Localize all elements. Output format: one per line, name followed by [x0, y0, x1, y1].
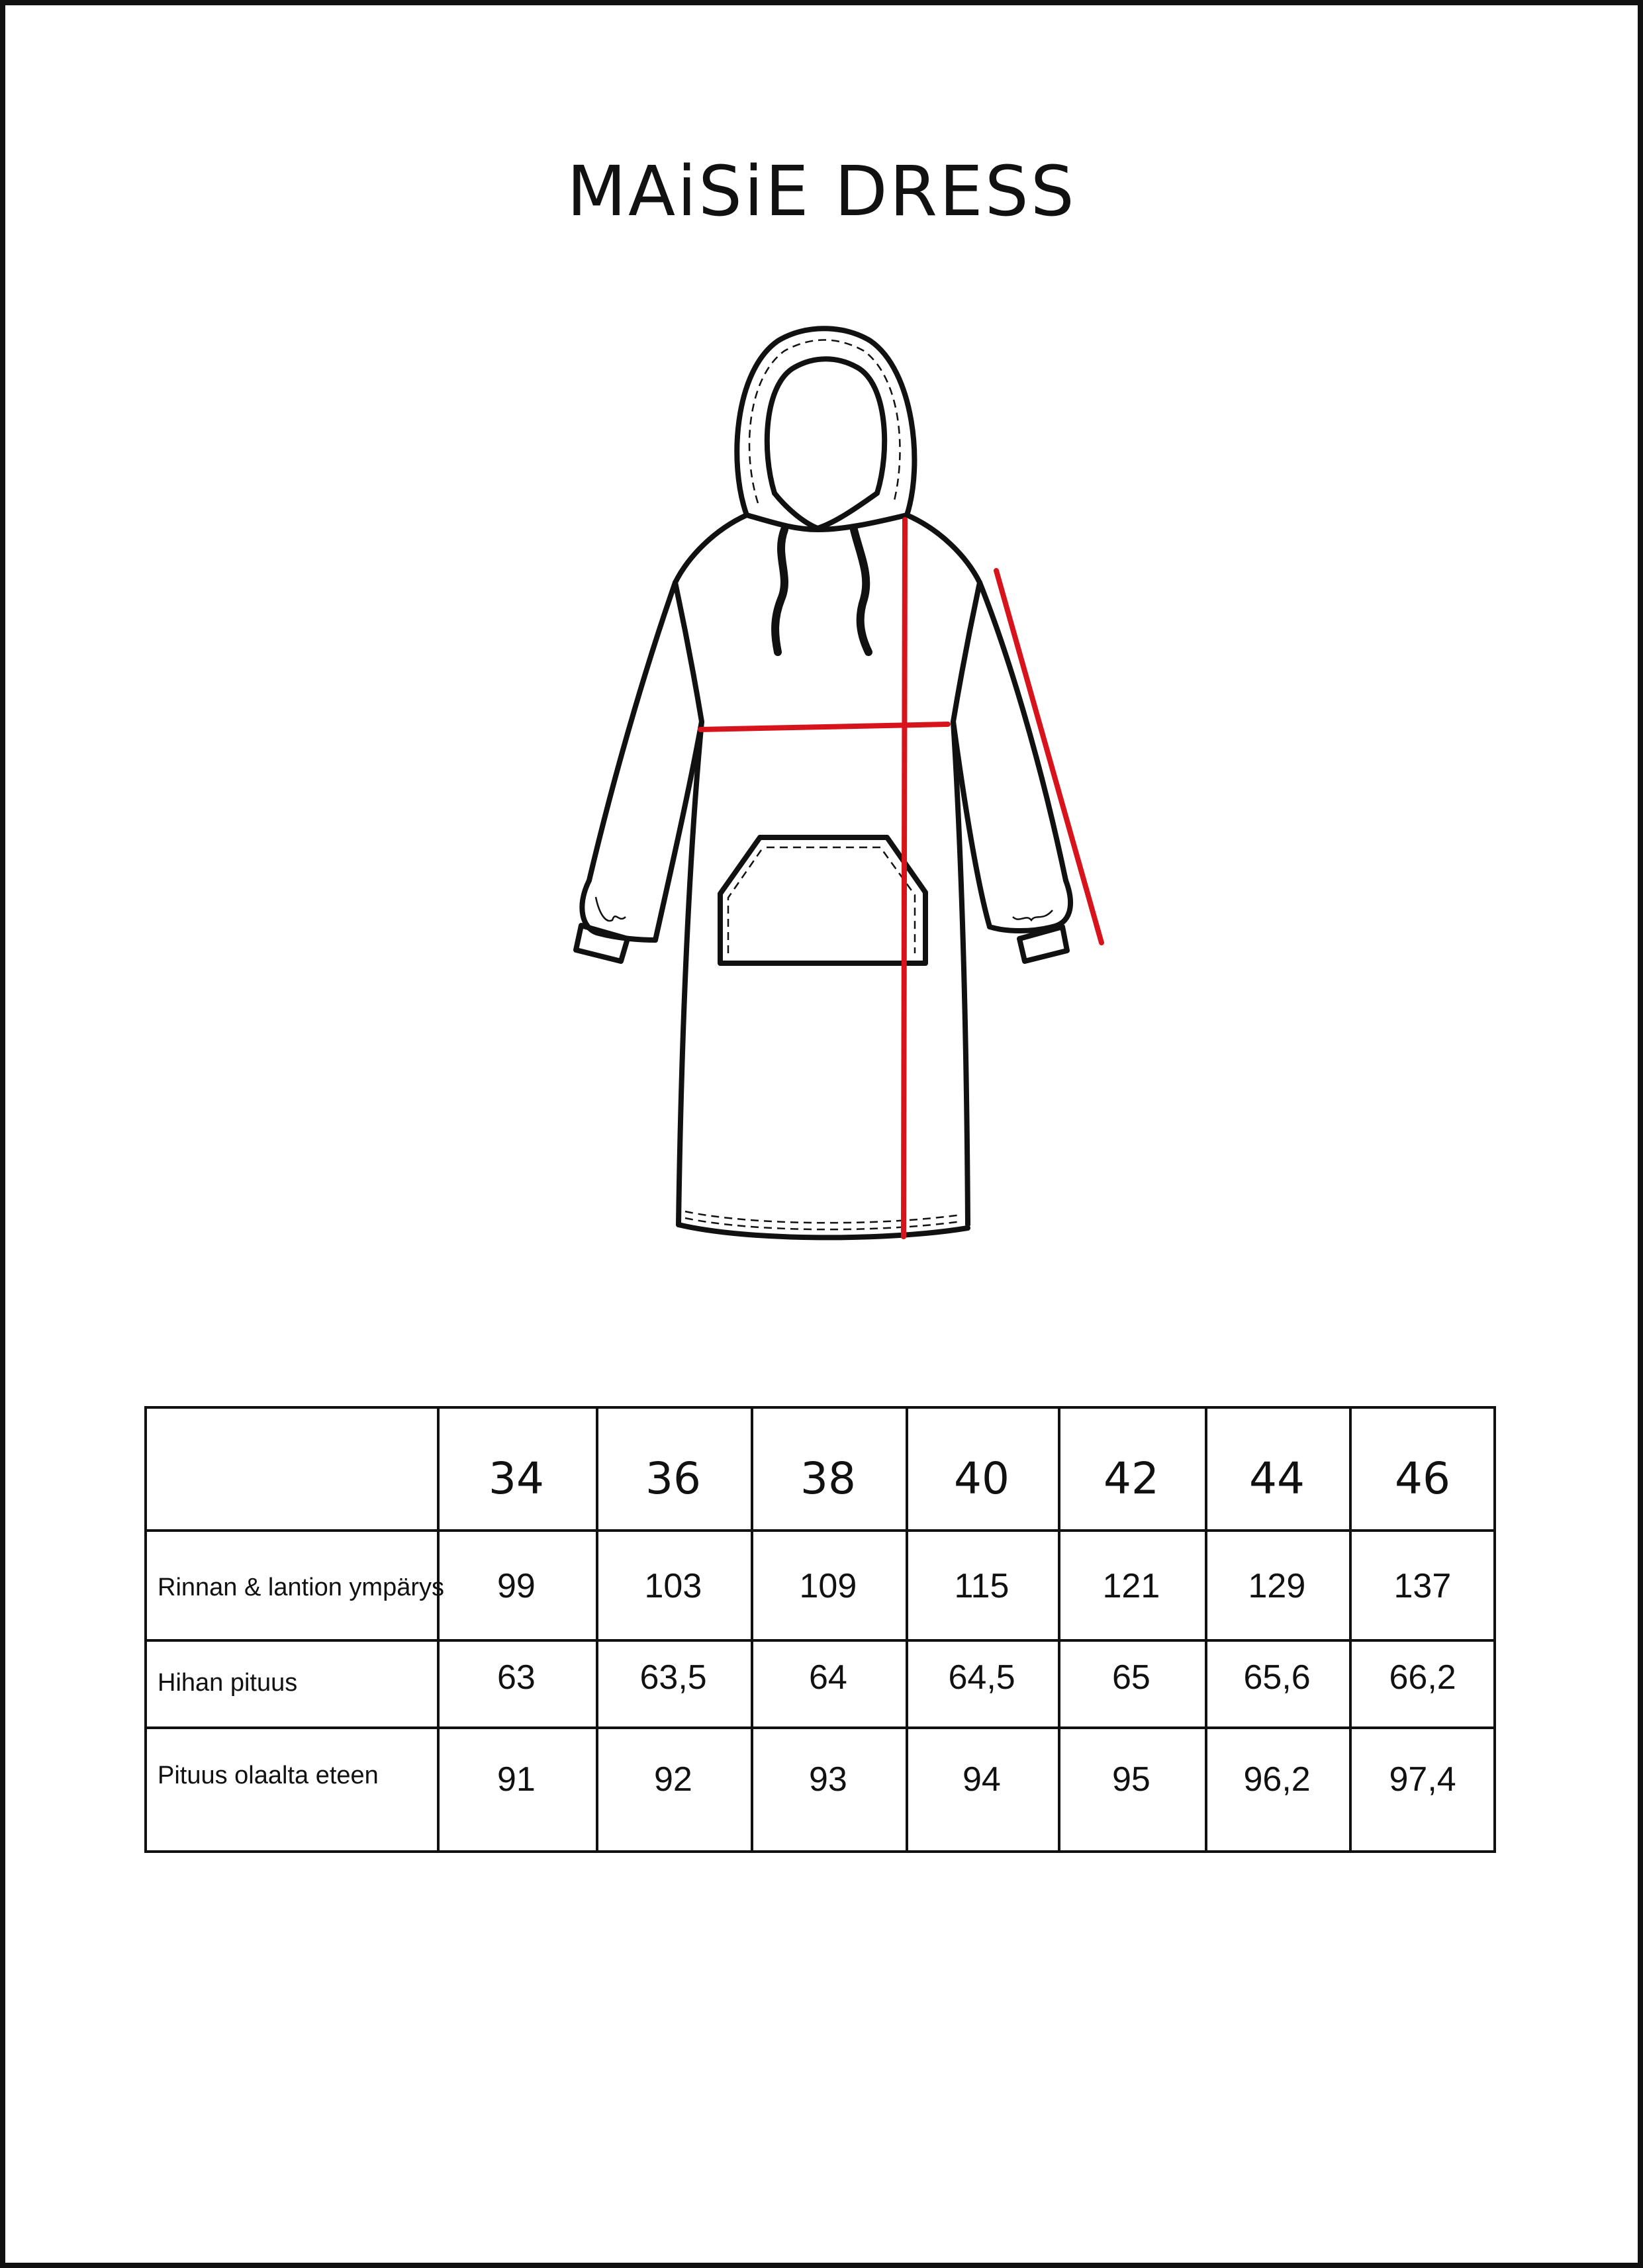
size-header: 34 [489, 1453, 544, 1504]
table-cell-value: 64,5 [948, 1658, 1015, 1697]
table-row-line [144, 1639, 1496, 1642]
table-column-line [751, 1406, 753, 1853]
table-column-line [596, 1406, 598, 1853]
table-cell-value: 65,6 [1243, 1658, 1311, 1697]
table-column-line [1058, 1406, 1060, 1853]
length-measurement-line [904, 520, 905, 1237]
table-cell-value: 103 [644, 1567, 702, 1605]
table-column-line [144, 1406, 147, 1853]
stitching [685, 340, 961, 1230]
table-cell-value: 95 [1112, 1760, 1150, 1799]
table-cell-value: 109 [799, 1567, 857, 1605]
table-row-line [144, 1406, 1496, 1409]
left-drawstring [775, 530, 784, 652]
size-header: 38 [800, 1453, 856, 1504]
size-header: 40 [954, 1453, 1009, 1504]
table-cell-value: 115 [954, 1567, 1009, 1605]
table-cell-value: 96,2 [1243, 1760, 1311, 1799]
table-column-line [1493, 1406, 1496, 1853]
size-header: 46 [1395, 1453, 1450, 1504]
body-left-side [679, 722, 702, 1225]
right-shoulder [907, 515, 980, 583]
table-cell-value: 64 [809, 1658, 847, 1697]
hem [679, 1225, 968, 1237]
size-header: 42 [1103, 1453, 1159, 1504]
table-column-line [906, 1406, 908, 1853]
table-row-line [144, 1529, 1496, 1532]
table-row-line [144, 1850, 1496, 1853]
table-cell-value: 93 [809, 1760, 847, 1799]
dress-outline [576, 328, 1070, 1237]
row-label: Pituus olaalta eteen [158, 1762, 379, 1789]
table-cell-value: 65 [1112, 1658, 1150, 1697]
table-cell-value: 91 [497, 1760, 536, 1799]
right-drawstring [854, 530, 868, 652]
table-cell-value: 137 [1393, 1567, 1452, 1605]
size-chart-table [144, 1406, 1496, 1853]
hood-inner [767, 359, 884, 493]
chest-measurement-line [700, 724, 948, 730]
kangaroo-pocket [720, 837, 925, 963]
table-cell-value: 63,5 [639, 1658, 707, 1697]
size-header: 44 [1249, 1453, 1305, 1504]
table-cell-value: 97,4 [1389, 1760, 1456, 1799]
measurement-lines [700, 520, 1102, 1237]
right-sleeve-puff [990, 880, 1070, 931]
table-cell-value: 129 [1248, 1567, 1306, 1605]
sleeve-measurement-line [996, 571, 1102, 943]
row-label: Hihan pituus [158, 1669, 298, 1697]
size-header: 36 [645, 1453, 701, 1504]
table-cell-value: 94 [962, 1760, 1001, 1799]
left-sleeve-outer [589, 583, 675, 880]
left-shoulder [675, 515, 747, 583]
table-column-line [1205, 1406, 1207, 1853]
table-cell-value: 121 [1102, 1567, 1160, 1605]
page-title: MAiSiE DRESS [567, 151, 1076, 232]
table-cell-value: 92 [654, 1760, 692, 1799]
table-cell-value: 63 [497, 1658, 536, 1697]
table-cell-value: 66,2 [1389, 1658, 1456, 1697]
right-sleeve-outer [980, 583, 1066, 880]
table-column-line [437, 1406, 440, 1853]
row-label: Rinnan & lantion ympärys [158, 1574, 444, 1601]
table-column-line [1349, 1406, 1352, 1853]
table-cell-value: 99 [497, 1567, 536, 1605]
left-cuff [576, 925, 628, 961]
left-sleeve-inner [655, 583, 702, 940]
table-row-line [144, 1726, 1496, 1729]
